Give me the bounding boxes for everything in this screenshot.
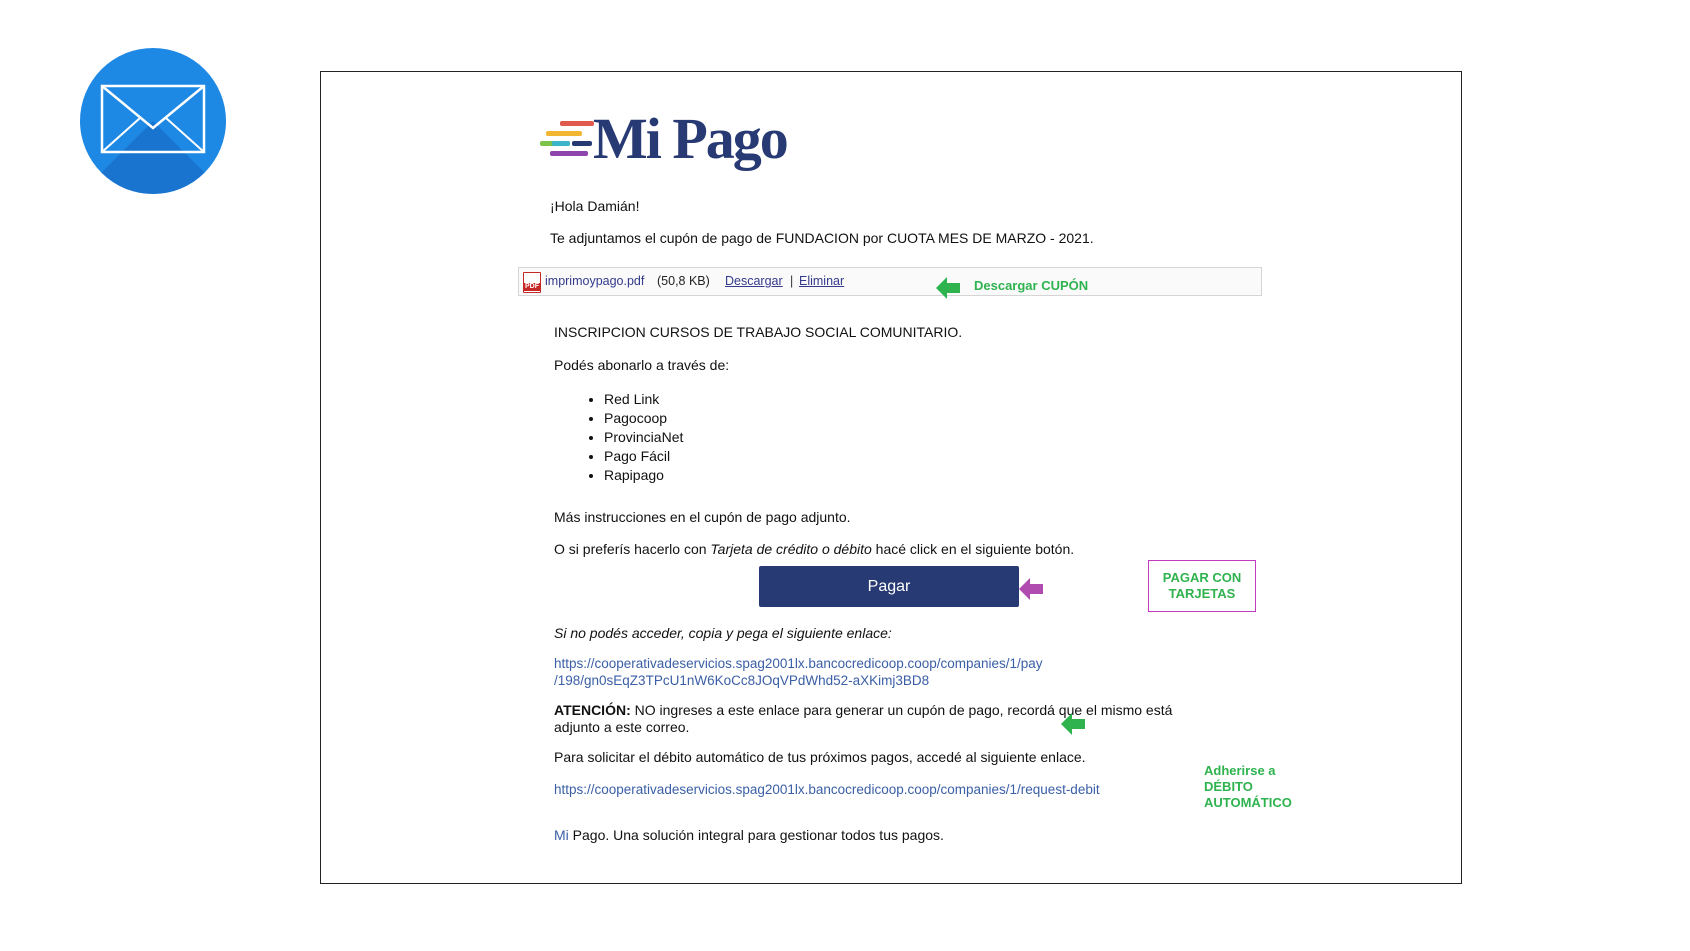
auto-debit-annotation: Adherirse a DÉBITO AUTOMÁTICO (1204, 763, 1292, 810)
list-item: • Pagocoop (604, 409, 683, 428)
list-item: • Rapipago (604, 466, 683, 485)
arrow-left-green-icon (1061, 713, 1085, 735)
download-link[interactable]: Descargar (725, 274, 783, 288)
arrow-left-green-icon (936, 277, 960, 299)
more-instructions: Más instrucciones en el cupón de pago adjunto. (554, 509, 851, 525)
pay-button[interactable]: Pagar (759, 566, 1019, 607)
download-coupon-annotation: Descargar CUPÓN (974, 278, 1089, 293)
footer-text: Mi Pago. Una solución integral para gestionar todos tus pagos. (554, 827, 944, 843)
pay-link[interactable]: https://cooperativadeservicios.spag2001lx.bancocredicoop.coop/companies/1/pay /198/gn0sEqZ3TPcU1nW6KoCc8JOqVPdWhd52-aXKimj3BD8 (554, 656, 1043, 688)
attachment-filename[interactable]: imprimoypago.pdf (545, 274, 645, 288)
link-separator: | (790, 274, 794, 288)
envelope-icon (100, 84, 206, 154)
greeting: ¡Hola Damián! (550, 198, 640, 214)
intro-text: Te adjuntamos el cupón de pago de FUNDACION por CUOTA MES DE MARZO - 2021. (550, 230, 1094, 246)
arrow-left-purple-icon (1019, 578, 1043, 600)
course-heading: INSCRIPCION CURSOS DE TRABAJO SOCIAL COMUNITARIO. (554, 324, 963, 340)
logo-wordmark: Mi Pago (593, 106, 787, 171)
pdf-icon: PDF (523, 272, 541, 293)
payment-methods-list (587, 390, 683, 485)
delete-link[interactable]: Eliminar (799, 274, 845, 288)
request-debit-link[interactable]: https://cooperativadeservicios.spag2001lx.bancocredicoop.coop/companies/1/request-debit (554, 782, 1100, 797)
debit-text: Para solicitar el débito automático de tus próximos pagos, accedé al siguiente enlace. (554, 749, 1086, 765)
logo-stripes-icon (538, 119, 598, 165)
card-payment-text: O si preferís hacerlo con Tarjeta de crédito o débito hacé click en el siguiente botón. (554, 541, 1075, 557)
attachment-size: (50,8 KB) (657, 274, 710, 288)
email-preview-frame (320, 71, 1462, 884)
pay-with-cards-annotation: PAGAR CON TARJETAS (1148, 560, 1256, 612)
list-item: • ProvinciaNet (604, 428, 683, 447)
warning-text: ATENCIÓN: NO ingreses a este enlace para generar un cupón de pago, recordá que el mismo está adjunto a este correo. (554, 702, 1173, 735)
list-item: • Red Link (604, 390, 683, 409)
list-item: • Pago Fácil (604, 447, 683, 466)
email-badge-icon (80, 48, 226, 194)
mi-pago-logo (538, 105, 798, 175)
payment-intro: Podés abonarlo a través de: (554, 357, 730, 373)
attachment-bar (518, 267, 1262, 296)
copy-link-hint: Si no podés acceder, copia y pega el siguiente enlace: (554, 625, 892, 641)
